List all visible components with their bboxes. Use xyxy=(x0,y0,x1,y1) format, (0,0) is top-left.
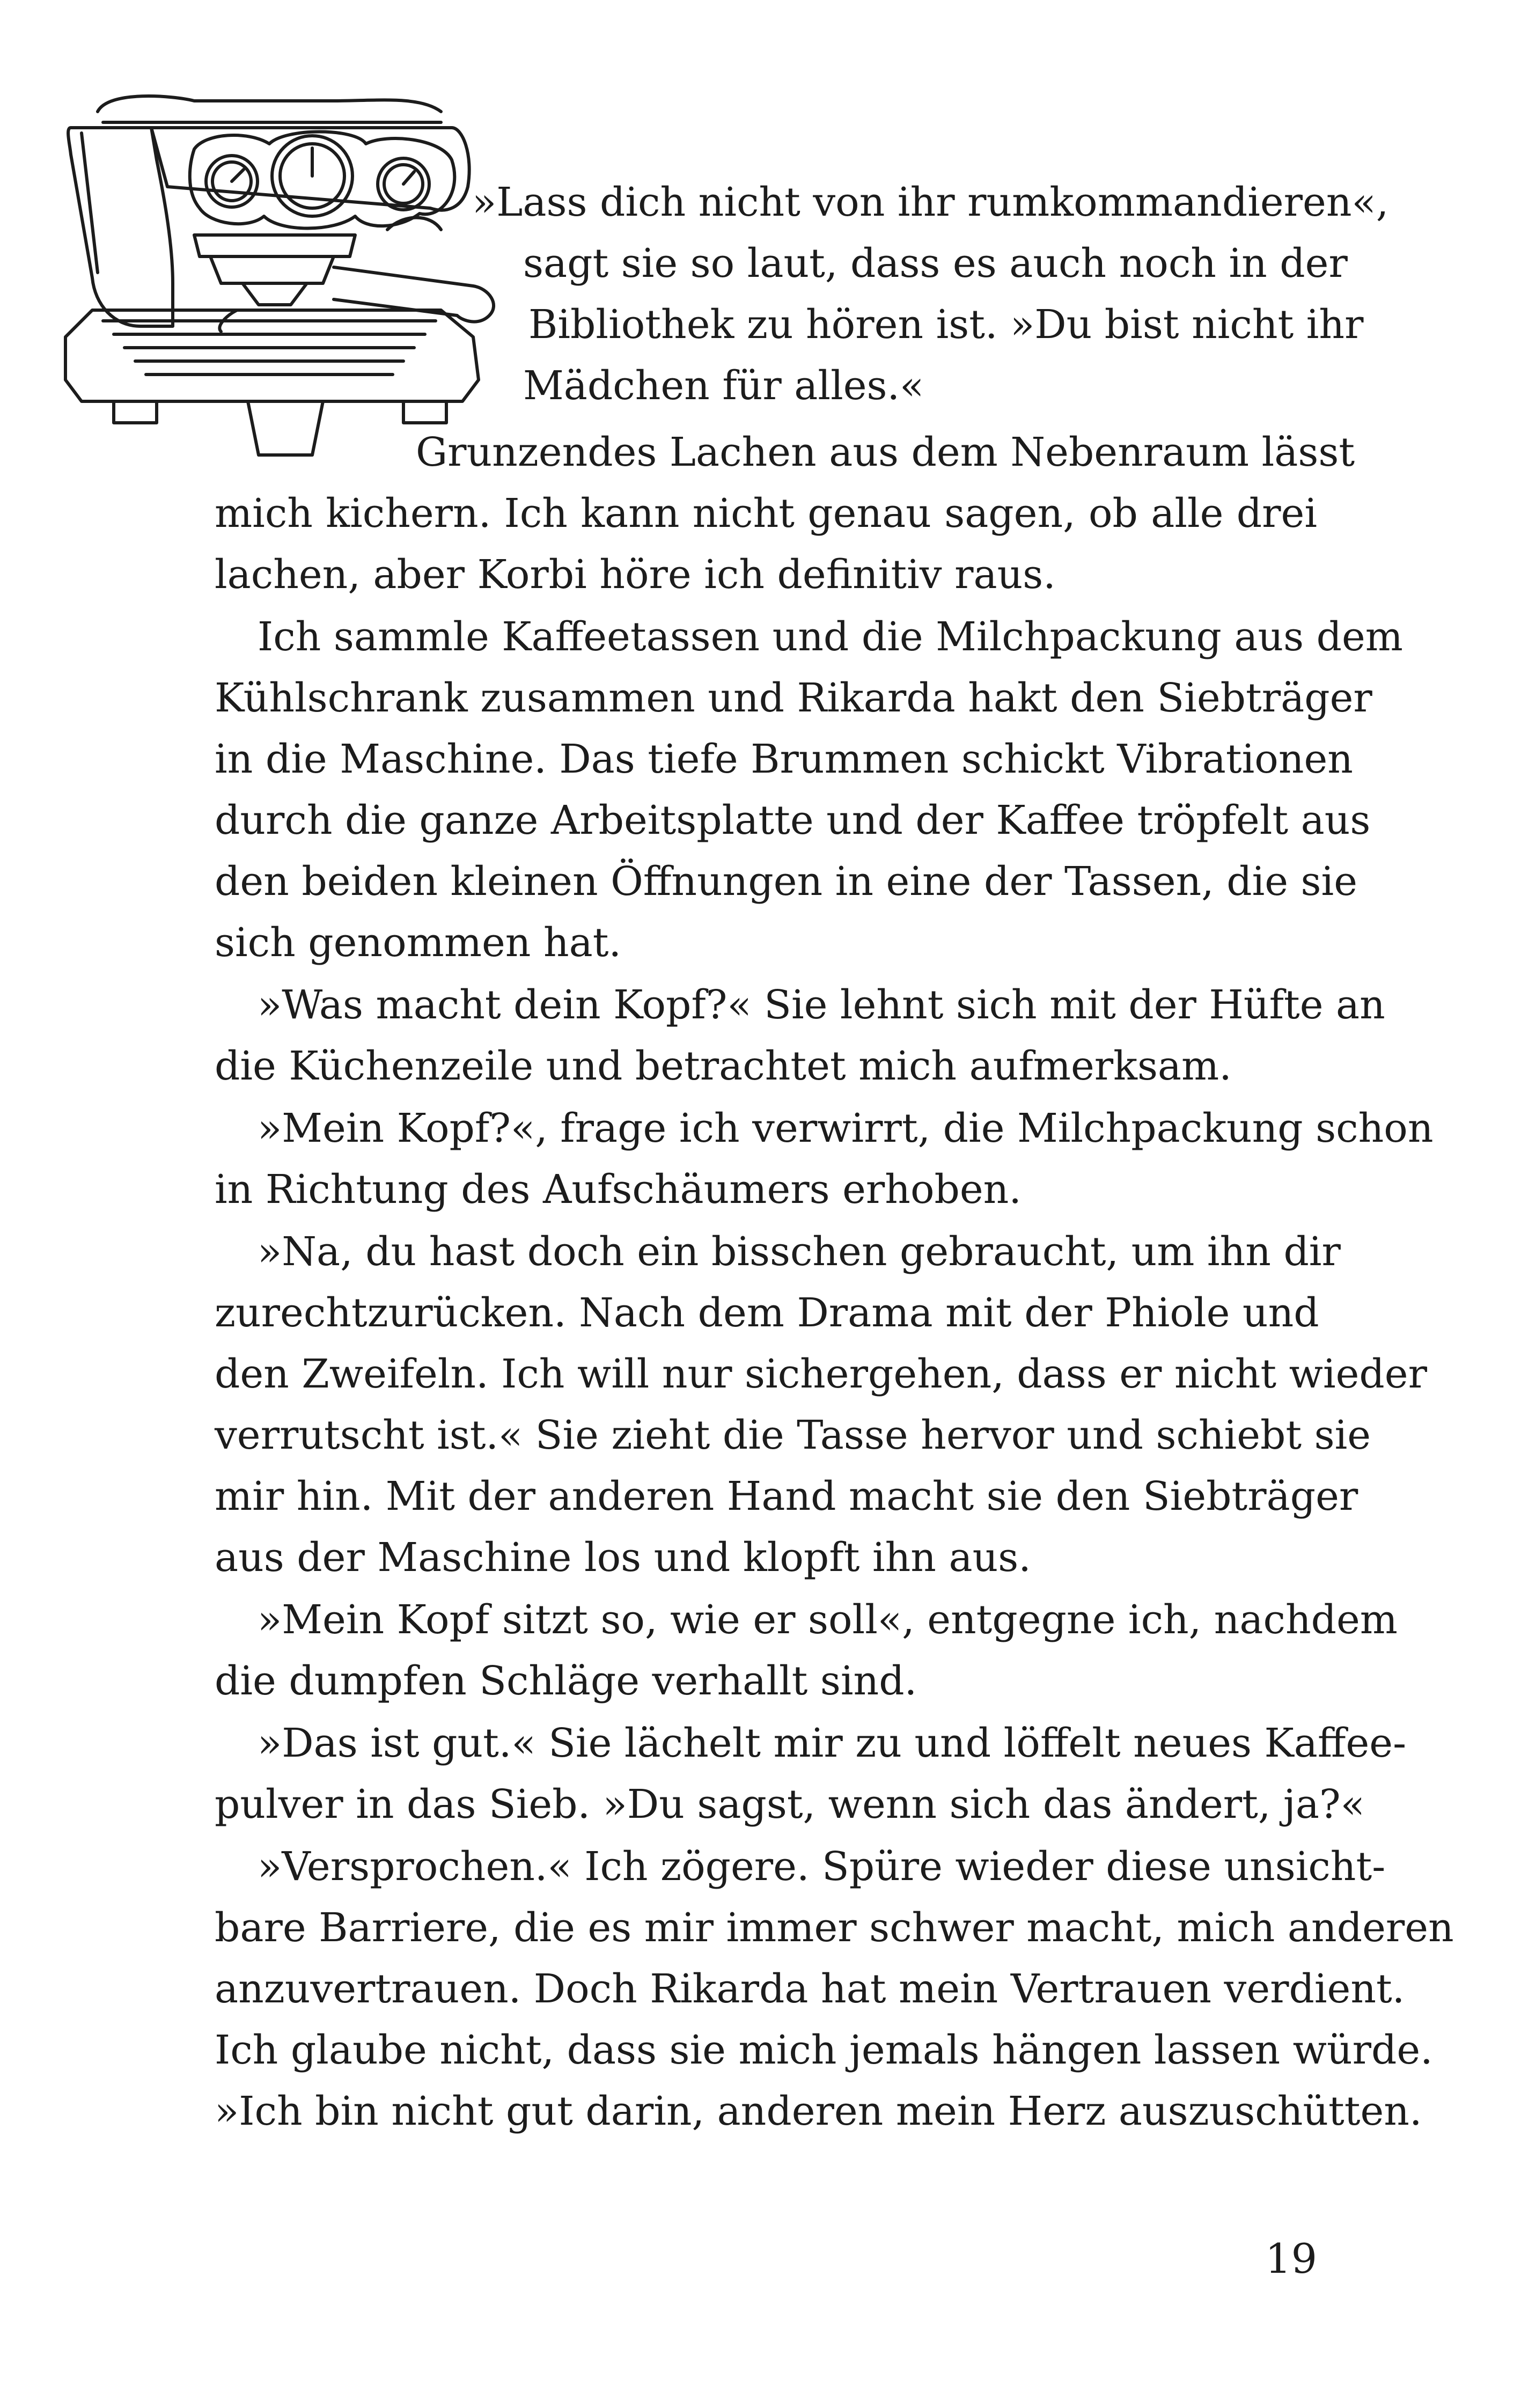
text-line: mir hin. Mit der anderen Hand macht sie den Siebträger xyxy=(215,1473,1358,1519)
text-line: aus der Maschine los und klopft ihn aus. xyxy=(215,1535,1031,1581)
text-line: durch die ganze Arbeitsplatte und der Kaffee tröpfelt aus xyxy=(215,797,1371,843)
text-line: in die Maschine. Das tiefe Brummen schickt Vibrationen xyxy=(215,736,1353,782)
text-line: die dumpfen Schläge verhallt sind. xyxy=(215,1658,917,1704)
text-line: lachen, aber Korbi höre ich definitiv raus. xyxy=(215,552,1056,598)
text-line: Bibliothek zu hören ist. »Du bist nicht ihr xyxy=(528,302,1364,348)
text-line: Ich sammle Kaffeetassen und die Milchpackung aus dem xyxy=(258,614,1403,660)
text-line: Ich glaube nicht, dass sie mich jemals hängen lassen würde. xyxy=(215,2027,1433,2073)
text-line: Grunzendes Lachen aus dem Nebenraum lässt xyxy=(416,429,1355,475)
page-number: 19 xyxy=(1265,2235,1317,2282)
text-line: »Na, du hast doch ein bisschen gebraucht, um ihn dir xyxy=(258,1229,1341,1275)
text-line: »Das ist gut.« Sie lächelt mir zu und löffelt neues Kaffee- xyxy=(258,1720,1407,1766)
text-line: »Mein Kopf?«, frage ich verwirrt, die Milchpackung schon xyxy=(258,1105,1434,1151)
text-line: die Küchenzeile und betrachtet mich aufmerksam. xyxy=(215,1043,1232,1089)
text-line: den Zweifeln. Ich will nur sichergehen, dass er nicht wieder xyxy=(215,1351,1427,1397)
text-line: verrutscht ist.« Sie zieht die Tasse hervor und schiebt sie xyxy=(215,1412,1371,1458)
text-line: pulver in das Sieb. »Du sagst, wenn sich das ändert, ja?« xyxy=(215,1781,1365,1827)
text-line: zurechtzurücken. Nach dem Drama mit der Phiole und xyxy=(215,1290,1319,1336)
text-line: in Richtung des Aufschäumers erhoben. xyxy=(215,1166,1022,1213)
text-line: Kühlschrank zusammen und Rikarda hakt den Siebträger xyxy=(215,675,1372,721)
text-line: mich kichern. Ich kann nicht genau sagen, ob alle drei xyxy=(215,490,1317,537)
text-line: Mädchen für alles.« xyxy=(523,363,924,409)
text-line: den beiden kleinen Öffnungen in eine der Tassen, die sie xyxy=(215,858,1357,905)
text-line: »Was macht dein Kopf?« Sie lehnt sich mit der Hüfte an xyxy=(258,982,1385,1028)
text-line: anzuvertrauen. Doch Rikarda hat mein Vertrauen verdient. xyxy=(215,1966,1405,2012)
text-line: »Mein Kopf sitzt so, wie er soll«, entgegne ich, nachdem xyxy=(258,1597,1398,1643)
text-line: bare Barriere, die es mir immer schwer macht, mich anderen xyxy=(215,1905,1454,1951)
text-line: »Lass dich nicht von ihr rumkommandieren«, xyxy=(472,179,1389,225)
text-line: »Ich bin nicht gut darin, anderen mein Herz auszuschütten. xyxy=(215,2088,1422,2134)
text-line: »Versprochen.« Ich zögere. Spüre wieder diese unsicht- xyxy=(258,1844,1386,1890)
espresso-machine-icon xyxy=(33,79,516,476)
text-line: sagt sie so laut, dass es auch noch in der xyxy=(523,240,1348,287)
text-line: sich genommen hat. xyxy=(215,920,621,966)
